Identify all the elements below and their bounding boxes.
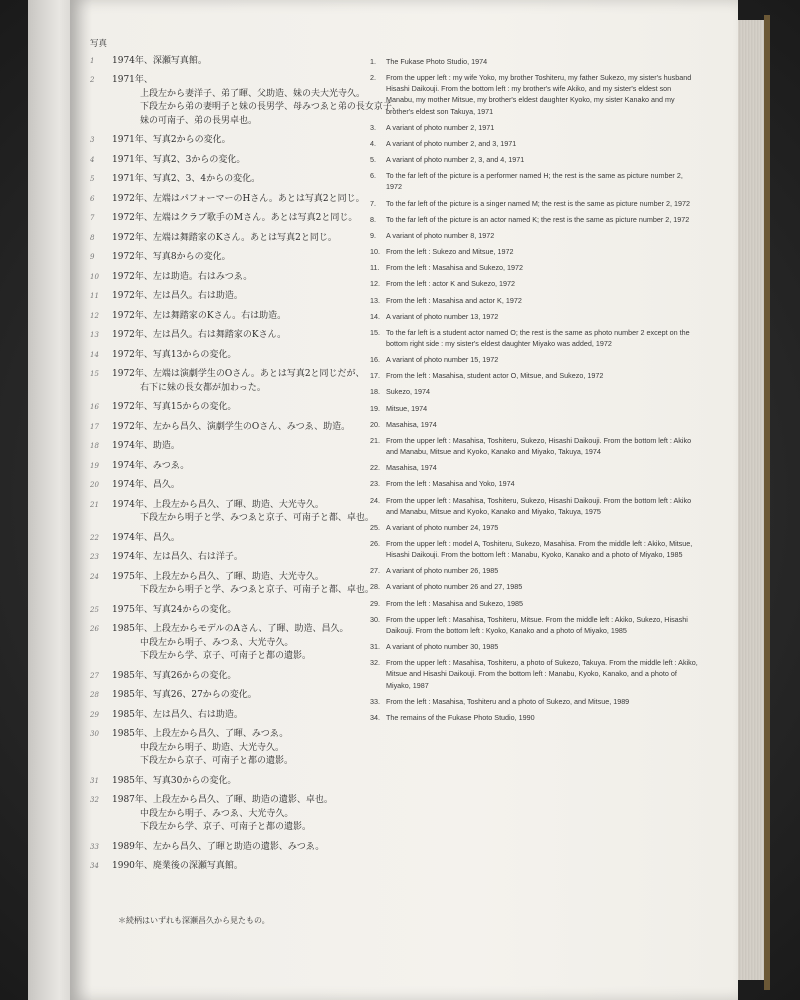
caption-line: 1972年、左端はパフォーマーのHさん。あとは写真2と同じ。 [112,193,365,204]
caption-number: 4. [370,138,376,148]
caption-number: 14 [90,350,99,359]
japanese-captions [90,38,401,880]
caption-line: 下段左から京子、可南子と都の遺影。 [140,756,294,767]
caption-text [112,421,390,435]
caption-number: 29. [370,598,380,608]
japanese-caption-item [90,290,390,304]
caption-number: 15. [370,327,380,337]
caption-text [112,571,390,598]
english-caption-item [370,598,700,609]
caption-text [112,193,390,207]
japanese-caption-item [90,193,390,207]
japanese-caption-item [90,841,390,855]
caption-text: A variant of photo number 2, and 3, 1971 [386,138,517,148]
caption-number: 11 [90,292,99,301]
caption-number: 23. [370,479,380,489]
japanese-caption-item [90,499,390,526]
caption-number: 9. [370,230,376,240]
caption-text [112,841,390,855]
caption-number: 26 [90,625,99,634]
caption-line: 下段左から明子と学、みつゑと京子、可南子と都、卓也。 [140,585,374,596]
english-caption-item [370,522,700,533]
caption-number: 19. [370,403,380,413]
caption-text [112,670,390,684]
caption-text: From the upper left : model A, Toshiteru, Sukezo, Masahisa. From the middle left : Akiko, Mitsue, Hisashi Daikouji. From the bottom left : Manabu, Kyoko, Kanako and a photo of Miyako, 1985 [386,539,693,560]
caption-line: 1974年、みつゑ。 [112,460,190,471]
caption-text [112,440,390,454]
english-caption-item [370,72,700,117]
caption-number: 25. [370,522,380,532]
caption-number: 8. [370,214,376,224]
caption-number: 24. [370,495,380,505]
caption-number: 10. [370,247,380,257]
japanese-caption-item [90,670,390,684]
caption-text [112,479,390,493]
caption-line: 1972年、左は昌久。右は舞踏家のKさん。 [112,330,287,341]
japanese-caption-item [90,623,390,664]
caption-line: 1974年、昌久。 [112,480,180,491]
english-caption-item [370,295,700,306]
caption-line: 1971年、写真2、3からの変化。 [112,154,246,165]
caption-text: From the upper left : Masahisa, Toshiteru, Sukezo, Hisashi Daikouji. From the bottom left : Akiko and Manabu, Mitsue and Kyoko, Kanako and Miyako, Takuya, 1974 [386,435,692,457]
caption-line: 1972年、写真8からの変化。 [112,252,231,263]
caption-text [112,290,390,304]
english-caption-item [370,311,700,322]
caption-text: From the left : Masahisa, Toshiteru and a photo of Sukezo, and Mitsue, 1989 [386,696,630,706]
caption-text [112,134,390,148]
english-caption-item [370,138,700,149]
caption-text [112,173,390,187]
caption-text: From the left : Masahisa and actor K, 1972 [386,295,522,305]
caption-number: 9 [90,253,95,262]
japanese-caption-item [90,232,390,246]
japanese-caption-item [90,55,390,69]
japanese-caption-item [90,728,390,769]
caption-line: 1972年、左は昌久。右は助造。 [112,291,243,302]
caption-text: From the left : actor K and Sukezo, 1972 [386,279,516,289]
caption-number: 4 [90,155,95,164]
caption-line: 1975年、上段左から昌久、了暉、助造、大光寺久。 [112,571,324,582]
caption-number: 27. [370,566,380,576]
caption-number: 29 [90,710,99,719]
caption-line: 1974年、助造。 [112,441,180,452]
caption-line: 1975年、写真24からの変化。 [112,604,237,615]
caption-text [112,154,390,168]
japanese-header: 写真 [90,39,108,49]
caption-line: 下段左から学、京子、可南子と都の遺影。 [140,822,312,833]
english-caption-item [370,565,700,576]
caption-text: A variant of photo number 13, 1972 [386,311,499,321]
english-caption-item [370,495,700,517]
english-caption-item [370,386,700,397]
english-caption-item [370,538,700,560]
caption-number: 6. [370,171,376,181]
caption-text [112,551,390,565]
caption-line: 中段左から明子、みつゑ、大光寺久。 [140,637,294,648]
caption-number: 23 [90,553,99,562]
english-caption-item [370,614,700,636]
caption-line: 1985年、上段左からモデルのAさん、了暉、助造、昌久。 [112,624,349,635]
caption-line: 1972年、写真15からの変化。 [112,402,237,413]
english-captions [370,56,700,728]
caption-number: 33. [370,696,380,706]
caption-number: 28 [90,691,99,700]
japanese-caption-item [90,532,390,546]
caption-line: 下段左から弟の妻明子と妹の長男学、母みつゑと弟の長女京子、 [140,102,401,113]
caption-text: A variant of photo number 26 and 27, 1985 [386,582,523,592]
caption-number: 20. [370,419,380,429]
caption-text: A variant of photo number 24, 1975 [386,522,499,532]
caption-line: 下段左から学、京子、可南子と都の遺影。 [140,651,312,662]
japanese-caption-item [90,860,390,874]
caption-number: 33 [90,842,99,851]
japanese-caption-item [90,775,390,789]
caption-number: 18. [370,387,380,397]
caption-text [112,532,390,546]
caption-text [112,728,390,769]
caption-text [112,689,390,703]
caption-text: A variant of photo number 30, 1985 [386,642,499,652]
caption-number: 2 [90,76,95,85]
caption-line: 1985年、写真30からの変化。 [112,775,237,786]
caption-text: To the far left of the picture is a performer named H; the rest is the same as picture number 2, 1972 [386,171,683,192]
caption-line: 1972年、左は舞踏家のKさん。右は助造。 [112,310,287,321]
english-caption-item [370,435,700,457]
english-caption-item [370,262,700,273]
caption-number: 15 [90,370,99,379]
caption-number: 3 [90,136,95,145]
book-page [70,0,738,1000]
caption-line: 1971年、 [112,75,153,86]
english-caption-item [370,712,700,723]
caption-number: 16 [90,403,99,412]
caption-text: From the upper left : Masahisa, Toshiteru, Mitsue. From the middle left : Akiko, Sukezo, Hisashi Daikouji. From the bottom left : Kyoko, Kanako and a photo of Miyako, 1985 [386,614,688,635]
japanese-caption-item [90,329,390,343]
caption-number: 27 [90,671,99,680]
japanese-caption-item [90,271,390,285]
caption-number: 21. [370,435,380,445]
caption-number: 1 [90,56,95,65]
caption-number: 10 [90,272,99,281]
japanese-caption-item [90,368,390,395]
caption-text: A variant of photo number 2, 3, and 4, 1971 [386,155,525,165]
caption-number: 18 [90,442,99,451]
caption-line: 妹の可南子、弟の長男卓也。 [140,115,258,126]
caption-line: 1972年、左端は演劇学生のOさん。あとは写真2と同じだが、 [112,369,365,380]
japanese-caption-item [90,154,390,168]
english-caption-item [370,696,700,707]
caption-number: 30. [370,614,380,624]
caption-line: 1974年、上段左から昌久、了暉、助造、大光寺久。 [112,499,324,510]
japanese-caption-item [90,421,390,435]
english-caption-item [370,214,700,225]
caption-line: 1974年、深瀬写真館。 [112,55,207,66]
caption-line: 1971年、写真2、3、4からの変化。 [112,174,261,185]
japanese-caption-list [90,55,401,874]
english-caption-item [370,154,700,165]
english-caption-item [370,198,700,209]
caption-number: 8 [90,233,95,242]
caption-text [112,604,390,618]
japanese-caption-item [90,134,390,148]
caption-number: 13 [90,331,99,340]
japanese-caption-item [90,173,390,187]
caption-text [112,709,390,723]
caption-text: From the left : Sukezo and Mitsue, 1972 [386,247,514,257]
japanese-caption-item [90,251,390,265]
caption-text [112,623,390,664]
caption-number: 20 [90,481,99,490]
english-caption-item [370,354,700,365]
caption-text [112,368,390,395]
caption-text: To the far left of the picture is an actor named K; the rest is the same as picture number 2, 1972 [386,214,690,224]
caption-text: The remains of the Fukase Photo Studio, 1990 [386,712,535,722]
english-caption-item [370,403,700,414]
caption-number: 17. [370,371,380,381]
japanese-caption-item [90,212,390,226]
caption-line: 1989年、左から昌久、了暉と助造の遺影、みつゑ。 [112,841,325,852]
caption-text: From the left : Masahisa, student actor O, Mitsue, and Sukezo, 1972 [386,371,604,381]
caption-number: 12. [370,279,380,289]
caption-number: 31 [90,776,99,785]
caption-line: 1972年、左から昌久、演劇学生のOさん、みつゑ、助造。 [112,421,351,432]
caption-line: 中段左から明子、助造、大光寺久。 [140,742,285,753]
japanese-caption-item [90,74,401,128]
book-cover-edge [764,15,770,990]
english-caption-list [370,56,700,723]
caption-text: Sukezo, 1974 [386,387,430,397]
caption-number: 7 [90,214,95,223]
caption-number: 25 [90,605,99,614]
caption-text: Masahisa, 1974 [386,463,437,473]
english-caption-item [370,581,700,592]
caption-line: 下段左から明子と学、みつゑと京子、可南子と都、卓也。 [140,513,374,524]
caption-text [112,329,390,343]
caption-number: 19 [90,461,99,470]
caption-line: 1971年、写真2からの変化。 [112,135,231,146]
japanese-caption-item [90,571,390,598]
english-caption-item [370,419,700,430]
caption-text [112,74,401,128]
caption-number: 16. [370,355,380,365]
caption-line: 1972年、左は助造。右はみつゑ。 [112,271,253,282]
caption-line: 1985年、上段左から昌久、了暉、みつゑ。 [112,729,289,740]
caption-number: 22. [370,463,380,473]
caption-line: 1974年、昌久。 [112,532,180,543]
caption-text: Mitsue, 1974 [386,403,428,413]
english-caption-item [370,462,700,473]
caption-text [112,349,390,363]
japanese-caption-item [90,310,390,324]
caption-text [112,212,390,226]
english-caption-item [370,657,700,690]
caption-text [112,860,390,874]
caption-number: 21 [90,500,99,509]
caption-text: The Fukase Photo Studio, 1974 [386,57,488,66]
caption-text [112,271,390,285]
japanese-footnote: ＊続柄はいずれも深瀬昌久から見たもの。 [118,916,270,925]
caption-number: 2. [370,73,376,83]
caption-line: 1985年、写真26からの変化。 [112,670,237,681]
caption-number: 5 [90,175,95,184]
caption-number: 24 [90,572,99,581]
caption-number: 17 [90,422,99,431]
caption-text: To the far left is a student actor named O; the rest is the same as photo number 2 except on the bottom right side : my sister's eldest daughter Miyako was added, 1972 [386,327,690,348]
caption-number: 5. [370,155,376,165]
caption-number: 32. [370,658,380,668]
caption-number: 11. [370,263,380,273]
caption-text: From the left : Masahisa and Sukezo, 1972 [386,263,524,273]
caption-line: 1972年、写真13からの変化。 [112,349,237,360]
english-caption-item [370,278,700,289]
caption-text: A variant of photo number 15, 1972 [386,355,499,365]
caption-text [112,794,390,835]
japanese-caption-item [90,709,390,723]
caption-number: 6 [90,194,95,203]
caption-text [112,310,390,324]
caption-text [112,232,390,246]
english-caption-item [370,478,700,489]
caption-text: From the upper left : my wife Yoko, my brother Toshiteru, my father Sukezo, my sister's husband Hisashi Daikouji. From the bottom left : my brother's wife Akiko, and my sister's eldest son Manabu, my mother Mitsue, my brother's eldest daughter Kyoko, my sister Kanako and my brother's eldest son Takuya, 1971 [386,73,692,116]
caption-line: 1974年、左は昌久、右は洋子。 [112,552,243,563]
caption-text [112,775,390,789]
book-page-stack [736,20,764,980]
caption-number: 28. [370,582,380,592]
japanese-caption-item [90,440,390,454]
caption-text: Masahisa, 1974 [386,419,437,429]
caption-number: 31. [370,642,380,652]
caption-number: 26. [370,539,380,548]
caption-text: A variant of photo number 8, 1972 [386,230,495,240]
caption-number: 12 [90,311,99,320]
english-caption-item [370,170,700,192]
caption-number: 34 [90,862,99,871]
english-caption-item [370,246,700,257]
english-caption-item [370,122,700,133]
caption-text: A variant of photo number 26, 1985 [386,566,499,576]
caption-number: 1. [370,57,376,66]
caption-number: 32 [90,796,99,805]
japanese-caption-item [90,401,390,415]
caption-number: 13. [370,295,380,305]
caption-text: A variant of photo number 2, 1971 [386,122,495,132]
caption-line: 1972年、左端は舞踏家のKさん。あとは写真2と同じ。 [112,232,337,243]
caption-number: 22 [90,533,99,542]
caption-text: To the far left of the picture is a singer named M; the rest is the same as picture number 2, 1972 [386,198,691,208]
caption-line: 上段左から妻洋子、弟了暉、父助造、妹の夫大光寺久。 [140,88,366,99]
caption-number: 14. [370,311,380,321]
english-caption-item [370,370,700,381]
caption-line: 右下に妹の長女都が加わった。 [140,382,266,393]
caption-text: From the left : Masahisa and Yoko, 1974 [386,479,515,489]
caption-text [112,401,390,415]
english-caption-item [370,327,700,349]
caption-number: 7. [370,198,376,208]
english-caption-item [370,56,700,67]
caption-text: From the upper left : Masahisa, Toshiteru, a photo of Sukezo, Takuya. From the middle left : Akiko, Mitsue and Hisashi Daikouji. From the bottom left : Manabu, Kyoko, Kanako, and a photo of Miyako, 1987 [386,658,698,690]
caption-number: 34. [370,712,380,722]
japanese-caption-item [90,460,390,474]
english-caption-item [370,230,700,241]
japanese-caption-item [90,479,390,493]
caption-text: From the upper left : Masahisa, Toshiteru, Sukezo, Hisashi Daikouji. From the bottom left : Akiko and Manabu, Mitsue and Kyoko, Kanako and Miyako, Takuya, 1975 [386,495,692,516]
caption-text: From the left : Masahisa and Sukezo, 1985 [386,598,524,608]
japanese-caption-item [90,794,390,835]
caption-line: 1972年、左端はクラブ歌手のMさん。あとは写真2と同じ。 [112,213,358,224]
japanese-caption-item [90,551,390,565]
caption-text [112,499,390,526]
caption-text [112,55,390,69]
caption-line: 1987年、上段左から昌久、了暉、助造の遺影、卓也。 [112,795,333,806]
caption-number: 3. [370,122,376,132]
japanese-caption-item [90,604,390,618]
caption-text [112,460,390,474]
caption-line: 中段左から明子、みつゑ、大光寺久。 [140,808,294,819]
japanese-caption-item [90,689,390,703]
caption-line: 1990年、廃業後の深瀬写真館。 [112,861,243,872]
english-caption-item [370,641,700,652]
caption-text [112,251,390,265]
japanese-caption-item [90,349,390,363]
caption-number: 30 [90,730,99,739]
caption-line: 1985年、写真26、27からの変化。 [112,690,257,701]
caption-line: 1985年、左は昌久、右は助造。 [112,709,243,720]
